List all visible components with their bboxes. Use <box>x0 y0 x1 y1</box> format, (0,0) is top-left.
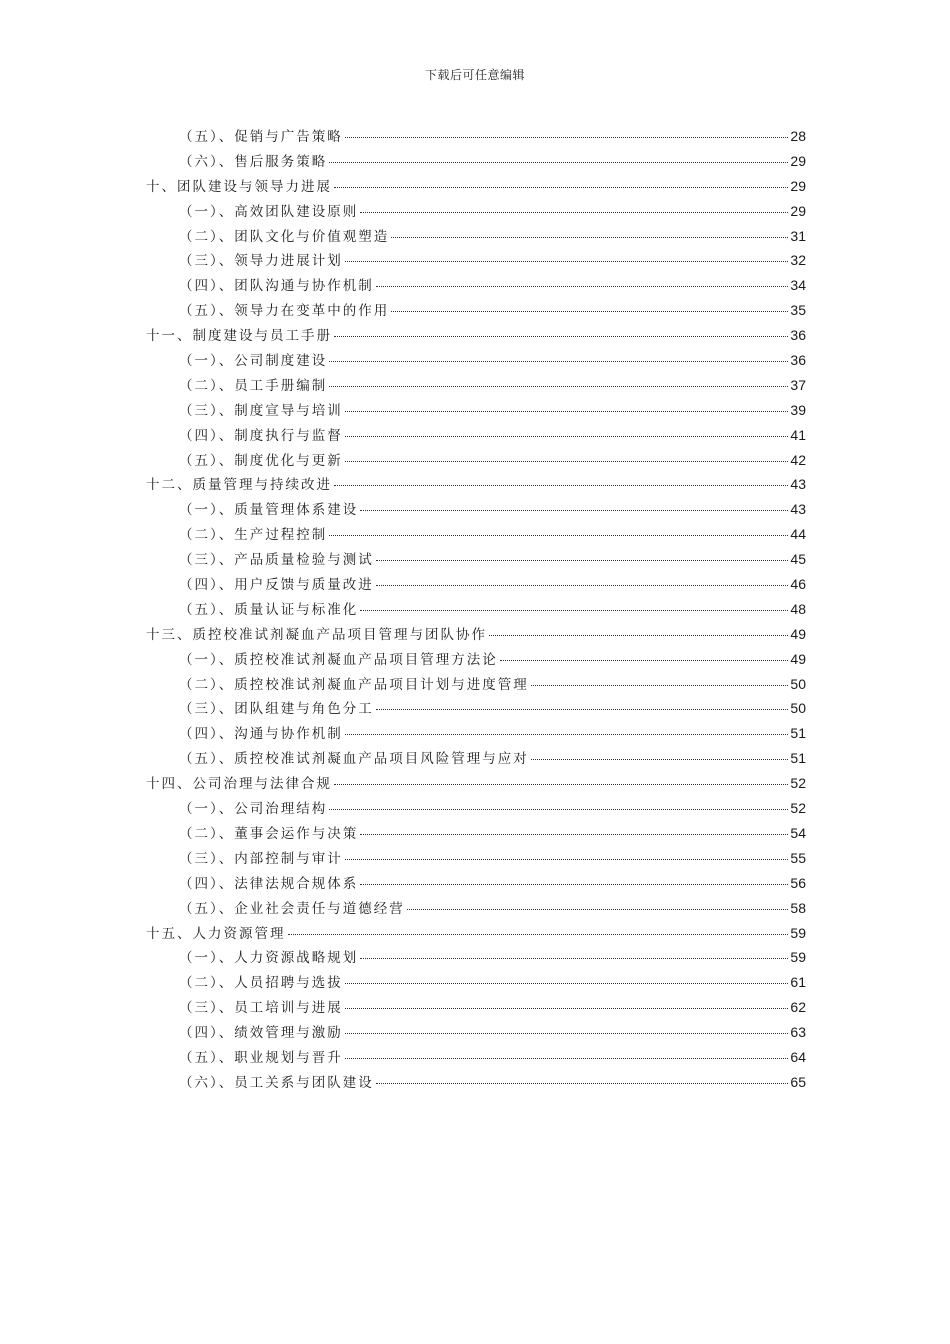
toc-page-number: 49 <box>790 650 806 667</box>
toc-page-number: 51 <box>790 750 806 767</box>
toc-entry-title: 十一、制度建设与员工手册 <box>146 328 332 345</box>
toc-entry-title: （五）、质控校准试剂凝血产品项目风险管理与应对 <box>179 751 529 768</box>
toc-chapter-entry[interactable] <box>146 772 806 797</box>
toc-dot-leader <box>329 535 788 536</box>
toc-entry-title: （一）、公司治理结构 <box>179 801 328 818</box>
toc-page-number: 64 <box>790 1048 806 1065</box>
toc-chapter-entry[interactable] <box>146 473 806 498</box>
toc-entry-title: 十四、公司治理与法律合规 <box>146 776 332 793</box>
toc-section-entry[interactable] <box>146 299 806 324</box>
toc-page-number: 45 <box>790 551 806 568</box>
toc-entry-title: （三）、团队组建与角色分工 <box>179 701 374 718</box>
toc-entry-title: （一）、质量管理体系建设 <box>179 502 359 519</box>
toc-dot-leader <box>329 162 788 163</box>
toc-dot-leader <box>345 137 789 138</box>
toc-entry-title: （三）、制度宣导与培训 <box>179 402 343 419</box>
toc-page-number: 52 <box>790 775 806 792</box>
toc-dot-leader <box>334 187 788 188</box>
toc-dot-leader <box>360 884 788 885</box>
toc-section-entry[interactable] <box>146 996 806 1021</box>
toc-dot-leader <box>334 784 788 785</box>
toc-page-number: 49 <box>790 625 806 642</box>
toc-dot-leader <box>329 386 788 387</box>
toc-dot-leader <box>345 461 789 462</box>
toc-section-entry[interactable] <box>146 648 806 673</box>
toc-entry-title: （三）、员工培训与进展 <box>179 1000 343 1017</box>
toc-entry-title: （一）、高效团队建设原则 <box>179 203 359 220</box>
toc-dot-leader <box>500 660 789 661</box>
toc-section-entry[interactable] <box>146 548 806 573</box>
toc-entry-title: （二）、员工手册编制 <box>179 377 328 394</box>
toc-section-entry[interactable] <box>146 946 806 971</box>
toc-section-entry[interactable] <box>146 225 806 250</box>
toc-dot-leader <box>288 934 789 935</box>
toc-entry-title: （二）、质控校准试剂凝血产品项目计划与进度管理 <box>179 676 529 693</box>
toc-dot-leader <box>329 809 788 810</box>
toc-dot-leader <box>345 411 789 412</box>
toc-section-entry[interactable] <box>146 697 806 722</box>
toc-dot-leader <box>345 1008 789 1009</box>
toc-dot-leader <box>329 361 788 362</box>
toc-entry-title: （二）、团队文化与价值观塑造 <box>179 228 390 245</box>
toc-entry-title: （四）、绩效管理与激励 <box>179 1025 343 1042</box>
toc-page-number: 58 <box>790 899 806 916</box>
toc-page-number: 52 <box>790 800 806 817</box>
toc-section-entry[interactable] <box>146 349 806 374</box>
toc-page-number: 51 <box>790 725 806 742</box>
toc-dot-leader <box>334 485 788 486</box>
toc-dot-leader <box>376 709 789 710</box>
toc-page-number: 48 <box>790 600 806 617</box>
toc-section-entry[interactable] <box>146 274 806 299</box>
toc-page-number: 55 <box>790 849 806 866</box>
toc-entry-title: （二）、董事会运作与决策 <box>179 825 359 842</box>
toc-page-number: 29 <box>790 177 806 194</box>
toc-page-number: 35 <box>790 302 806 319</box>
toc-dot-leader <box>391 311 788 312</box>
toc-page-number: 54 <box>790 824 806 841</box>
toc-page-number: 56 <box>790 874 806 891</box>
toc-dot-leader <box>360 510 788 511</box>
toc-section-entry[interactable] <box>146 822 806 847</box>
toc-section-entry[interactable] <box>146 847 806 872</box>
toc-section-entry[interactable] <box>146 498 806 523</box>
toc-page-number: 43 <box>790 476 806 493</box>
toc-entry-title: 十二、质量管理与持续改进 <box>146 477 332 494</box>
page-header: 下载后可任意编辑 <box>424 68 525 82</box>
toc-page-number: 32 <box>790 252 806 269</box>
toc-entry-title: 十五、人力资源管理 <box>146 925 286 942</box>
toc-entry-title: （一）、人力资源战略规划 <box>179 950 359 967</box>
toc-entry-title: 十三、质控校准试剂凝血产品项目管理与团队协作 <box>146 626 487 643</box>
toc-chapter-entry[interactable] <box>146 922 806 947</box>
toc-entry-title: （三）、产品质量检验与测试 <box>179 552 374 569</box>
toc-dot-leader <box>376 560 789 561</box>
toc-dot-leader <box>345 734 789 735</box>
toc-entry-title: （五）、制度优化与更新 <box>179 452 343 469</box>
toc-page-number: 61 <box>790 974 806 991</box>
toc-dot-leader <box>360 834 788 835</box>
toc-dot-leader <box>334 336 788 337</box>
toc-section-entry[interactable] <box>146 971 806 996</box>
toc-entry-title: （二）、生产过程控制 <box>179 527 328 544</box>
toc-section-entry[interactable] <box>146 797 806 822</box>
toc-section-entry[interactable] <box>146 200 806 225</box>
toc-section-entry[interactable] <box>146 747 806 772</box>
toc-entry-title: （四）、法律法规合规体系 <box>179 875 359 892</box>
toc-dot-leader <box>376 1083 789 1084</box>
toc-entry-title: （五）、职业规划与晋升 <box>179 1049 343 1066</box>
toc-section-entry[interactable] <box>146 249 806 274</box>
toc-section-entry[interactable] <box>146 573 806 598</box>
toc-entry-title: （六）、员工关系与团队建设 <box>179 1074 374 1091</box>
toc-section-entry[interactable] <box>146 125 806 150</box>
toc-dot-leader <box>345 436 789 437</box>
toc-dot-leader <box>407 909 789 910</box>
toc-section-entry[interactable] <box>146 897 806 922</box>
toc-dot-leader <box>345 1033 789 1034</box>
toc-page-number: 44 <box>790 526 806 543</box>
toc-dot-leader <box>345 983 789 984</box>
toc-section-entry[interactable] <box>146 449 806 474</box>
toc-entry-title: （五）、企业社会责任与道德经营 <box>179 900 405 917</box>
toc-dot-leader <box>376 585 789 586</box>
toc-page-number: 59 <box>790 924 806 941</box>
toc-chapter-entry[interactable] <box>146 175 806 200</box>
toc-entry-title: （一）、质控校准试剂凝血产品项目管理方法论 <box>179 651 498 668</box>
toc-section-entry[interactable] <box>146 374 806 399</box>
toc-page-number: 62 <box>790 999 806 1016</box>
toc-entry-title: （五）、领导力在变革中的作用 <box>179 303 390 320</box>
toc-page-number: 43 <box>790 501 806 518</box>
toc-section-entry[interactable] <box>146 673 806 698</box>
toc-entry-title: （四）、制度执行与监督 <box>179 427 343 444</box>
toc-page-number: 36 <box>790 352 806 369</box>
toc-section-entry[interactable] <box>146 872 806 897</box>
toc-page-number: 29 <box>790 152 806 169</box>
toc-chapter-entry[interactable] <box>146 324 806 349</box>
toc-page-number: 29 <box>790 202 806 219</box>
toc-dot-leader <box>345 1058 789 1059</box>
toc-dot-leader <box>345 859 789 860</box>
toc-dot-leader <box>531 759 789 760</box>
table-of-contents <box>146 125 806 1096</box>
toc-entry-title: （五）、促销与广告策略 <box>179 129 343 145</box>
toc-page-number: 41 <box>790 426 806 443</box>
toc-section-entry[interactable] <box>146 1021 806 1046</box>
toc-entry-title: （三）、领导力进展计划 <box>179 253 343 270</box>
toc-dot-leader <box>376 286 789 287</box>
toc-dot-leader <box>360 212 788 213</box>
toc-page-number: 36 <box>790 327 806 344</box>
toc-entry-title: （一）、公司制度建设 <box>179 353 328 370</box>
toc-dot-leader <box>360 958 788 959</box>
toc-page-number: 63 <box>790 1024 806 1041</box>
toc-entry-title: （四）、用户反馈与质量改进 <box>179 577 374 594</box>
toc-page-number: 31 <box>790 227 806 244</box>
toc-dot-leader <box>391 237 788 238</box>
toc-entry-title: （六）、售后服务策略 <box>179 153 328 170</box>
toc-entry-title: （四）、沟通与协作机制 <box>179 726 343 743</box>
toc-entry-title: （五）、质量认证与标准化 <box>179 601 359 618</box>
toc-section-entry[interactable] <box>146 523 806 548</box>
toc-section-entry[interactable] <box>146 150 806 175</box>
toc-entry-title: （二）、人员招聘与选拔 <box>179 975 343 992</box>
toc-entry-title: （三）、内部控制与审计 <box>179 850 343 867</box>
toc-page-number: 39 <box>790 401 806 418</box>
toc-section-entry[interactable] <box>146 399 806 424</box>
toc-section-entry[interactable] <box>146 722 806 747</box>
toc-section-entry[interactable] <box>146 1046 806 1071</box>
toc-dot-leader <box>531 685 789 686</box>
toc-page-number: 42 <box>790 451 806 468</box>
toc-entry-title: 十、团队建设与领导力进展 <box>146 178 332 195</box>
toc-section-entry[interactable] <box>146 424 806 449</box>
toc-page-number: 28 <box>790 128 806 144</box>
toc-page-number: 50 <box>790 675 806 692</box>
toc-dot-leader <box>345 261 789 262</box>
toc-page-number: 37 <box>790 376 806 393</box>
toc-section-entry[interactable] <box>146 598 806 623</box>
toc-page-number: 46 <box>790 576 806 593</box>
toc-entry-title: （四）、团队沟通与协作机制 <box>179 278 374 295</box>
toc-page-number: 59 <box>790 949 806 966</box>
toc-section-entry[interactable] <box>146 1071 806 1096</box>
toc-page-number: 50 <box>790 700 806 717</box>
toc-dot-leader <box>360 610 788 611</box>
toc-page-number: 34 <box>790 277 806 294</box>
toc-chapter-entry[interactable] <box>146 623 806 648</box>
toc-dot-leader <box>489 635 788 636</box>
toc-page-number: 65 <box>790 1073 806 1090</box>
